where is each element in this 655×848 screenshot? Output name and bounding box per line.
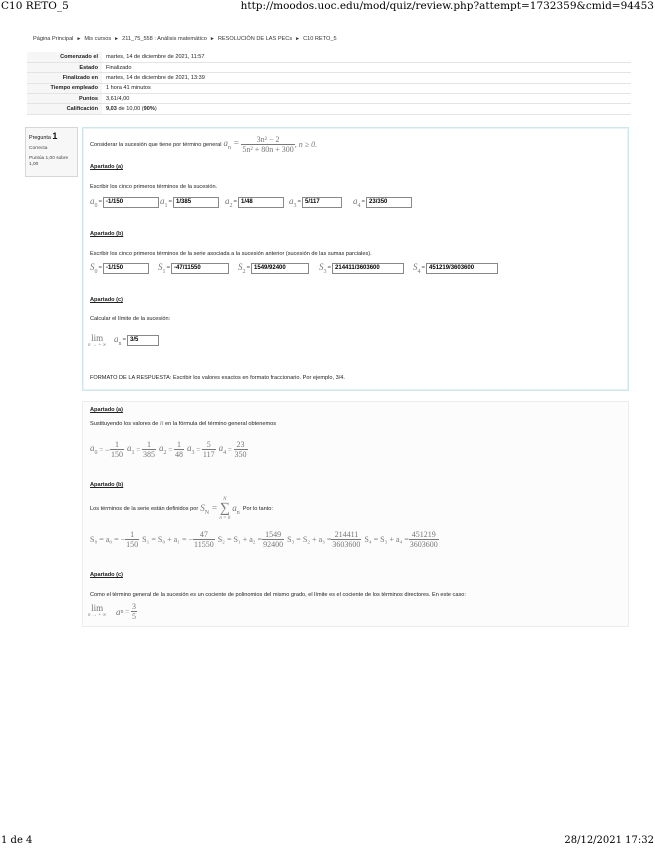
question-state: Correcta — [29, 146, 48, 151]
summary-row-marks — [27, 94, 631, 104]
answer-a1: $a_1$ = 1/385 — [160, 196, 219, 208]
grade-close: ) — [154, 106, 157, 113]
summary-value — [102, 104, 631, 114]
part-b-instructions: Escribir los cinco primeros términos de la serie asociada a la sucesión anterior (sucesión de las sumas parciales). — [90, 251, 372, 257]
answer-input-s2[interactable]: 1549/92400 — [251, 263, 309, 274]
eq-fraction: $\frac{1}{48}$ — [174, 440, 183, 460]
answer-input-s0[interactable]: -1/150 — [103, 263, 149, 274]
part-a-heading: Apartado (a) — [90, 164, 123, 170]
part-c-heading: Apartado (c) — [90, 297, 123, 303]
answer-label: $S_0$ — [90, 261, 98, 275]
sigma-icon: N ∑ n = 0 — [219, 497, 231, 521]
print-datetime: 28/12/2021 17:32 — [564, 835, 654, 846]
limit-expression — [88, 334, 106, 348]
general-feedback — [82, 401, 629, 627]
summary-value: Finalizado — [102, 62, 631, 72]
grade-percent: 90% — [143, 106, 155, 113]
eq-term: $a_3$ — [186, 443, 195, 457]
question-content — [82, 127, 629, 391]
limit-word: lim — [91, 333, 104, 343]
answer-input-a2[interactable]: 1/48 — [238, 197, 284, 208]
eq-fraction: $\frac{1}{385}$ — [142, 440, 155, 460]
summary-value: 1 hora 41 minutos — [102, 83, 631, 93]
answer-a4: $a_4$ = 23/350 — [353, 196, 412, 208]
general-term-denominator: 5n² + 80n + 300 — [242, 145, 294, 155]
breadcrumb-separator-icon: ► — [295, 36, 301, 42]
feedback-s-terms-equation: S₀ = a₀ = − $\frac{1}{150}$ S₁ = S₀ + a₁ = − $\frac{47}{11550}$ S₂ = S₁ + a₂ = $\frac{1549}{92400}$ S₃ = S₂ + a₃ = $\frac{214411}{3603600}$ S₄ = S₃ + a₄ = $\frac{451219}{3603600}$ — [90, 530, 438, 550]
print-footer — [0, 834, 655, 848]
answer-label: $S_1$ — [158, 261, 166, 275]
answer-input-limit[interactable]: 3/5 — [127, 335, 159, 346]
feedback-part-a-text: Sustituyendo los valores de n en la fórmula del término general obtenemos — [90, 419, 277, 427]
feedback-part-a-heading: Apartado (a) — [90, 407, 123, 413]
answer-label: $a_2$ — [225, 195, 233, 209]
question-intro — [90, 135, 317, 154]
answer-label: $a_0$ — [90, 195, 98, 209]
summary-row-state — [27, 62, 631, 72]
eq-fraction: $\frac{1549}{92400}$ — [263, 530, 284, 550]
eq-fraction: $\frac{1}{150}$ — [111, 440, 124, 460]
summary-row-grade — [27, 104, 631, 114]
eq-fraction: $\frac{47}{11550}$ — [194, 530, 214, 550]
breadcrumb — [33, 36, 337, 42]
answer-label: $S_2$ — [238, 261, 246, 275]
question-content-inner — [83, 128, 628, 390]
summary-value: martes, 14 de diciembre de 2021, 11:57 — [102, 52, 631, 62]
answer-s3: $S_3$ = 214411/3603600 — [319, 262, 404, 274]
answer-s0: $S_0$ = -1/150 — [90, 262, 149, 274]
breadcrumb-separator-icon: ► — [209, 36, 215, 42]
answer-label: $a_n$ — [114, 333, 122, 347]
limit-subscript: n → + ∞ — [88, 343, 107, 348]
attempt-summary-table — [27, 52, 631, 115]
eq-fraction: $\frac{214411}{3603600}$ — [332, 530, 361, 550]
print-page-title: C10 RETO_5 — [1, 0, 69, 12]
answer-input-a1[interactable]: 1/385 — [173, 197, 219, 208]
answer-input-a4[interactable]: 23/350 — [366, 197, 412, 208]
answer-a3: $a_3$ = 5/117 — [289, 196, 342, 208]
general-term-fraction — [241, 135, 294, 154]
answer-a2: $a_2$ = 1/48 — [225, 196, 284, 208]
answer-input-s1[interactable]: -47/11550 — [171, 263, 229, 274]
print-page-number: 1 de 4 — [1, 835, 33, 846]
breadcrumb-item-course[interactable]: 211_75_558 : Análisis matemático — [122, 36, 207, 42]
feedback-a-terms-equation: $a_0$ = − $\frac{1}{150}$ $a_1$ = $\frac{1}{385}$ $a_2$ = $\frac{1}{48}$ $a_3$ = $\frac{5}{117}$ $a_4$ = $\frac{23}{350}$ — [90, 440, 247, 460]
eq-fraction: $\frac{3}{5}$ — [131, 602, 136, 622]
print-page-url[interactable]: http://moodos.uoc.edu/mod/quiz/review.php?attempt=1732359&cmid=94453 — [240, 0, 654, 12]
question-info-box — [25, 127, 78, 177]
summary-label: Finalizado en — [27, 73, 102, 83]
general-term-lhs: $a_n$ = — [223, 138, 240, 152]
eq-fraction: $\frac{451219}{3603600}$ — [409, 530, 438, 550]
feedback-part-b-text: Los términos de la serie están definidos por $S_N$ = N ∑ n = 0 $a_n$ Por lo tanto: — [90, 497, 273, 521]
question-number — [29, 131, 74, 141]
breadcrumb-item-quiz[interactable]: C10 RETO_5 — [303, 36, 337, 42]
summary-label: Tiempo empleado — [27, 83, 102, 93]
part-a-instructions: Escribir los cinco primeros términos de la sucesión. — [90, 184, 218, 190]
eq-fraction: $\frac{5}{117}$ — [202, 440, 215, 460]
answer-a0: $a_0$ = -1/150 — [90, 196, 159, 208]
feedback-part-c-heading: Apartado (c) — [90, 572, 123, 578]
summary-value: martes, 14 de diciembre de 2021, 13:39 — [102, 73, 631, 83]
feedback-limit-expression: lim n → + ∞ — [88, 603, 107, 618]
part-c-instructions: Calcular el límite de la sucesión: — [90, 316, 171, 322]
answer-label: $a_3$ — [289, 195, 297, 209]
question-prefix: Pregunta — [29, 135, 51, 141]
feedback-limit-result: a n = $\frac{3}{5}$ — [116, 602, 136, 622]
eq-term: $a_0$ — [90, 443, 98, 457]
eq-term: $a_1$ — [127, 443, 135, 457]
breadcrumb-separator-icon: ► — [114, 36, 120, 42]
answer-label: $S_4$ — [413, 261, 421, 275]
breadcrumb-separator-icon: ► — [76, 36, 82, 42]
answer-input-a3[interactable]: 5/117 — [302, 197, 342, 208]
answer-limit: $a_n$ = 3/5 — [114, 334, 159, 346]
breadcrumb-item-my-courses[interactable]: Mis cursos — [84, 36, 112, 42]
answer-label: $a_1$ — [160, 195, 168, 209]
answer-format-note: FORMATO DE LA RESPUESTA: Escribir los valores exactos en formato fraccionario. Por ejemplo, 3/4. — [90, 375, 345, 381]
answer-label: $S_3$ — [319, 261, 327, 275]
answer-input-s4[interactable]: 451219/3603600 — [426, 263, 498, 274]
feedback-part-b-heading: Apartado (b) — [90, 482, 124, 488]
print-header — [0, 0, 655, 14]
eq-term: $a_4$ — [218, 443, 227, 457]
summary-label: Puntos — [27, 94, 102, 104]
general-term-numerator: 3n² − 2 — [241, 135, 294, 145]
answer-label: $a_4$ — [353, 195, 361, 209]
answer-s1: $S_1$ = -47/11550 — [158, 262, 229, 274]
question-intro-text: Considerar la sucesión que tiene por término general — [90, 141, 222, 148]
grade-value: 9,03 — [106, 106, 117, 113]
summary-value: 3,61/4,00 — [102, 94, 631, 104]
eq-fraction: $\frac{1}{150}$ — [126, 530, 139, 550]
summary-label: Calificación — [27, 104, 102, 114]
question-number-value: 1 — [52, 131, 58, 141]
answer-input-s3[interactable]: 214411/3603600 — [332, 263, 404, 274]
part-b-heading: Apartado (b) — [90, 231, 124, 237]
answer-s4: $S_4$ = 451219/3603600 — [413, 262, 498, 274]
question-mark: Puntúa 1,00 sobre 1,00 — [29, 156, 69, 168]
answer-s2: $S_2$ = 1549/92400 — [238, 262, 309, 274]
summary-row-started — [27, 52, 631, 62]
summary-row-time-taken — [27, 83, 631, 93]
series-definition: $S_N$ = — [200, 502, 218, 516]
feedback-part-c-text: Como el término general de la sucesión es un cociente de polinomios del mismo grado, el límite es el cociente de los términos directores. En este caso: — [90, 592, 466, 598]
general-term-condition: , n ≥ 0. — [294, 140, 318, 150]
summary-label: Comenzado el — [27, 52, 102, 62]
grade-out-of: de 10,00 ( — [116, 106, 144, 113]
summary-row-completed — [27, 73, 631, 83]
answer-input-a0[interactable]: -1/150 — [103, 197, 159, 208]
eq-fraction: $\frac{23}{350}$ — [234, 440, 247, 460]
eq-term: $a_2$ — [158, 443, 167, 457]
breadcrumb-item-section[interactable]: RESOLUCIÓN DE LAS PECs — [217, 36, 293, 42]
breadcrumb-item-home[interactable]: Página Principal — [33, 36, 74, 42]
summary-label: Estado — [27, 62, 102, 72]
